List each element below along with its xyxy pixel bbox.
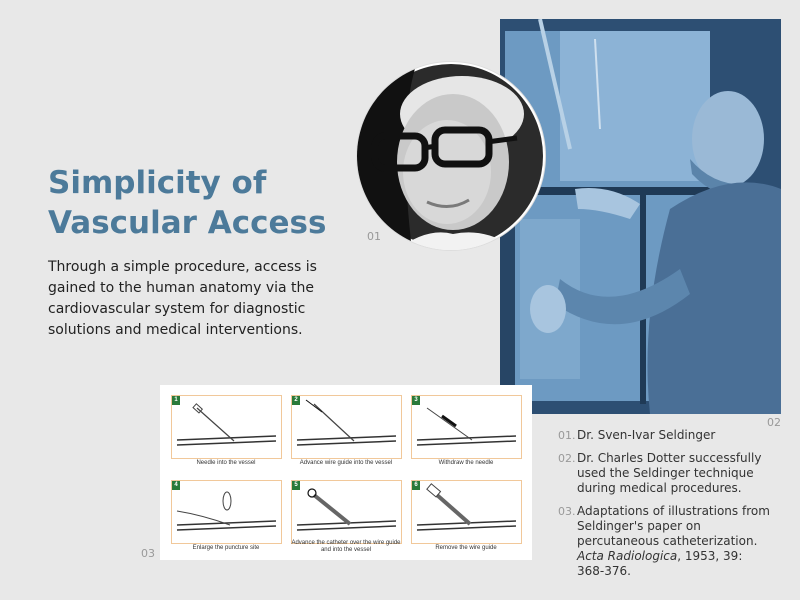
dotter-photo: [500, 19, 781, 414]
caption-text-before: Adaptations of illustrations from Seldinger's paper on percutaneous catheterization.: [577, 504, 770, 548]
catheter-illustration: [292, 481, 401, 543]
remove-wire-illustration: [412, 481, 521, 543]
label-03: 03: [141, 547, 155, 560]
step-3: [411, 395, 522, 459]
title-line-1: Simplicity of: [48, 165, 267, 201]
step-badge: 6: [412, 481, 420, 490]
title-line-2: Vascular Access: [48, 205, 327, 241]
step-badge: 4: [172, 481, 180, 490]
caption-text-after: , 1953, 39: 368-376.: [577, 549, 743, 578]
caption-number: 03.: [558, 505, 576, 518]
seldinger-portrait: [357, 62, 545, 250]
intro-paragraph: Through a simple procedure, access is gained to the human anatomy via the cardiovascular system for diagnostic solutions and medical interventions.: [48, 259, 317, 338]
step-caption: Advance the catheter over the wire guide and into the vessel: [291, 540, 401, 553]
seldinger-illustrations: [160, 385, 532, 560]
caption-item: [558, 504, 773, 579]
label-01: 01: [367, 230, 381, 243]
step-badge: 1: [172, 396, 180, 405]
step-caption: Needle into the vessel: [196, 460, 256, 466]
needle-illustration: [172, 396, 281, 458]
step-badge: 3: [412, 396, 420, 405]
page-title: [48, 163, 348, 243]
caption-number: 01.: [558, 429, 576, 442]
label-02: 02: [767, 416, 781, 429]
caption-text: Dr. Sven-Ivar Seldinger: [577, 428, 716, 442]
caption-item: [558, 451, 773, 496]
step-caption: Enlarge the puncture site: [192, 545, 260, 551]
step-2: [291, 395, 402, 459]
step-1: [171, 395, 282, 459]
wire-guide-illustration: [292, 396, 401, 458]
caption-list: [558, 428, 773, 587]
step-badge: 5: [292, 481, 300, 490]
caption-item: [558, 428, 773, 443]
step-badge: 2: [292, 396, 300, 405]
enlarge-illustration: [172, 481, 281, 543]
step-caption: Advance wire guide into the vessel: [299, 460, 393, 466]
step-6: [411, 480, 522, 544]
withdraw-illustration: [412, 396, 521, 458]
step-4: [171, 480, 282, 544]
step-caption: Withdraw the needle: [438, 460, 494, 466]
journal-name: Acta Radiologica: [577, 549, 678, 563]
caption-text: Dr. Charles Dotter successfully used the Seldinger technique during medical procedures.: [577, 451, 762, 495]
caption-text: [577, 504, 773, 579]
step-caption: Remove the wire guide: [435, 545, 497, 551]
step-5: [291, 480, 402, 544]
caption-number: 02.: [558, 452, 576, 465]
